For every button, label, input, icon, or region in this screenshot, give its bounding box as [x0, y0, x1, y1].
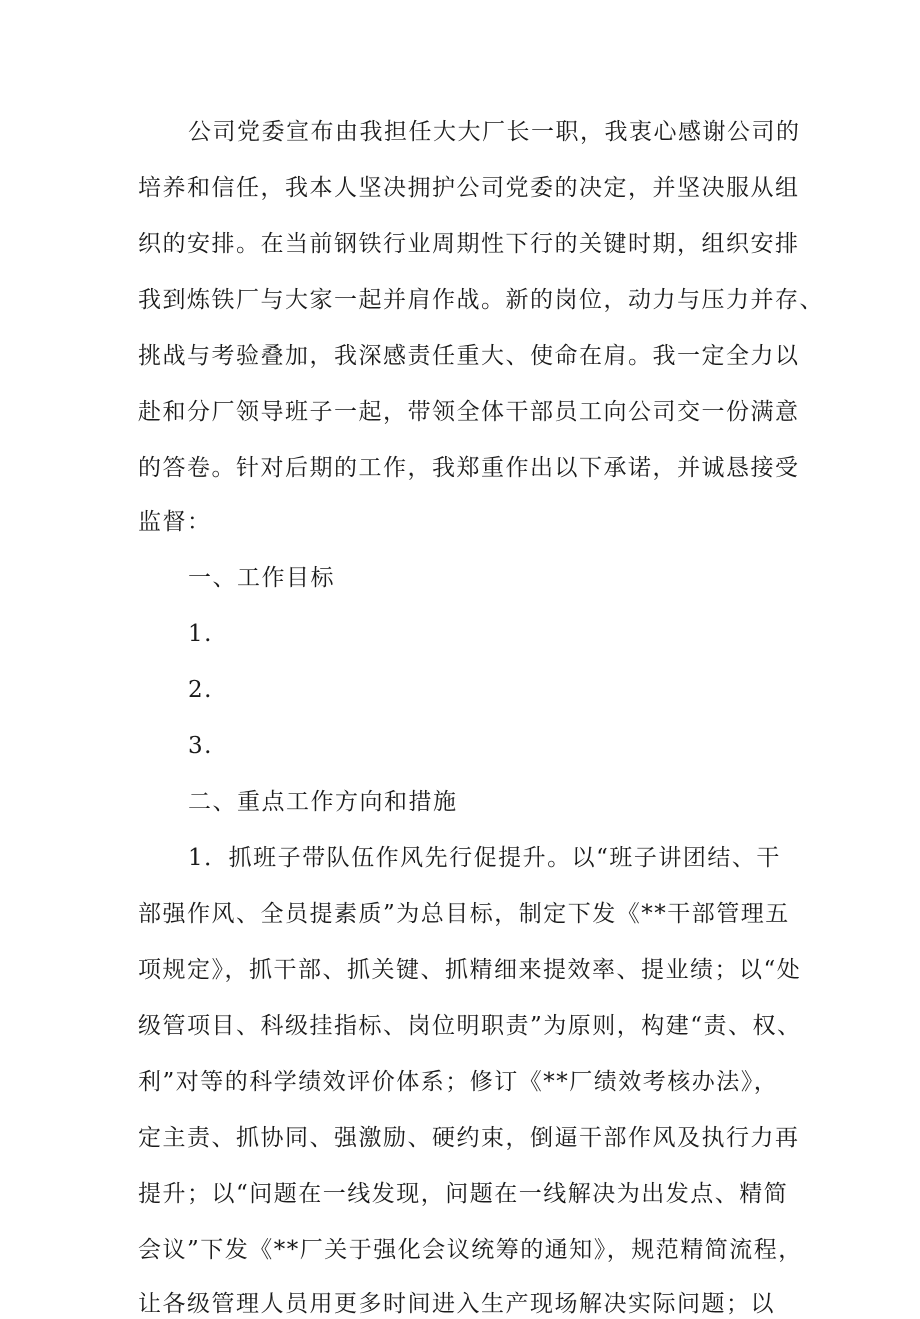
paragraph-2-line-9: 让各级管理人员用更多时间进入生产现场解决实际问题；以 [138, 1291, 775, 1317]
paragraph-1-line-3: 织的安排。在当前钢铁行业周期性下行的关键时期，组织安排 [138, 231, 800, 257]
paragraph-2-line-3: 项规定》，抓干部、抓关键、抓精细来提效率、提业绩；以“处 [138, 957, 802, 983]
paragraph-2-line-1: 1．抓班子带队伍作风先行促提升。以“班子讲团结、干 [188, 845, 781, 871]
paragraph-1-line-7: 的答卷。针对后期的工作，我郑重作出以下承诺，并诚恳接受 [138, 455, 800, 481]
paragraph-1-line-5: 挑战与考验叠加，我深感责任重大、使命在肩。我一定全力以 [138, 343, 800, 369]
paragraph-2-line-7: 提升；以“问题在一线发现，问题在一线解决为出发点、精简 [138, 1181, 789, 1207]
paragraph-2-line-5: 利”对等的科学绩效评价体系；修订《**厂绩效考核办法》， [138, 1069, 779, 1095]
paragraph-1-line-8: 监督： [138, 509, 212, 535]
section-1-item-1: 1. [188, 621, 213, 647]
section-2-heading: 二、重点工作方向和措施 [188, 789, 458, 815]
paragraph-2-line-6: 定主责、抓协同、强激励、硬约束，倒逼干部作风及执行力再 [138, 1125, 800, 1151]
paragraph-2-line-4: 级管项目、科级挂指标、岗位明职责”为原则，构建“责、权、 [138, 1013, 802, 1039]
section-1-item-3: 3. [188, 733, 213, 759]
paragraph-1-line-6: 赴和分厂领导班子一起，带领全体干部员工向公司交一份满意 [138, 399, 800, 425]
section-1-item-2: 2. [188, 677, 213, 703]
section-1-heading: 一、工作目标 [188, 565, 335, 591]
paragraph-2-line-8: 会议”下发《**厂关于强化会议统筹的通知》，规范精简流程， [138, 1237, 803, 1263]
paragraph-1-line-4: 我到炼铁厂与大家一起并肩作战。新的岗位，动力与压力并存、 [138, 287, 824, 313]
paragraph-2-line-2: 部强作风、全员提素质”为总目标，制定下发《**干部管理五 [138, 901, 790, 927]
paragraph-1-line-2: 培养和信任，我本人坚决拥护公司党委的决定，并坚决服从组 [138, 175, 800, 201]
paragraph-1-line-1: 公司党委宣布由我担任大大厂长一职，我衷心感谢公司的 [188, 119, 801, 145]
